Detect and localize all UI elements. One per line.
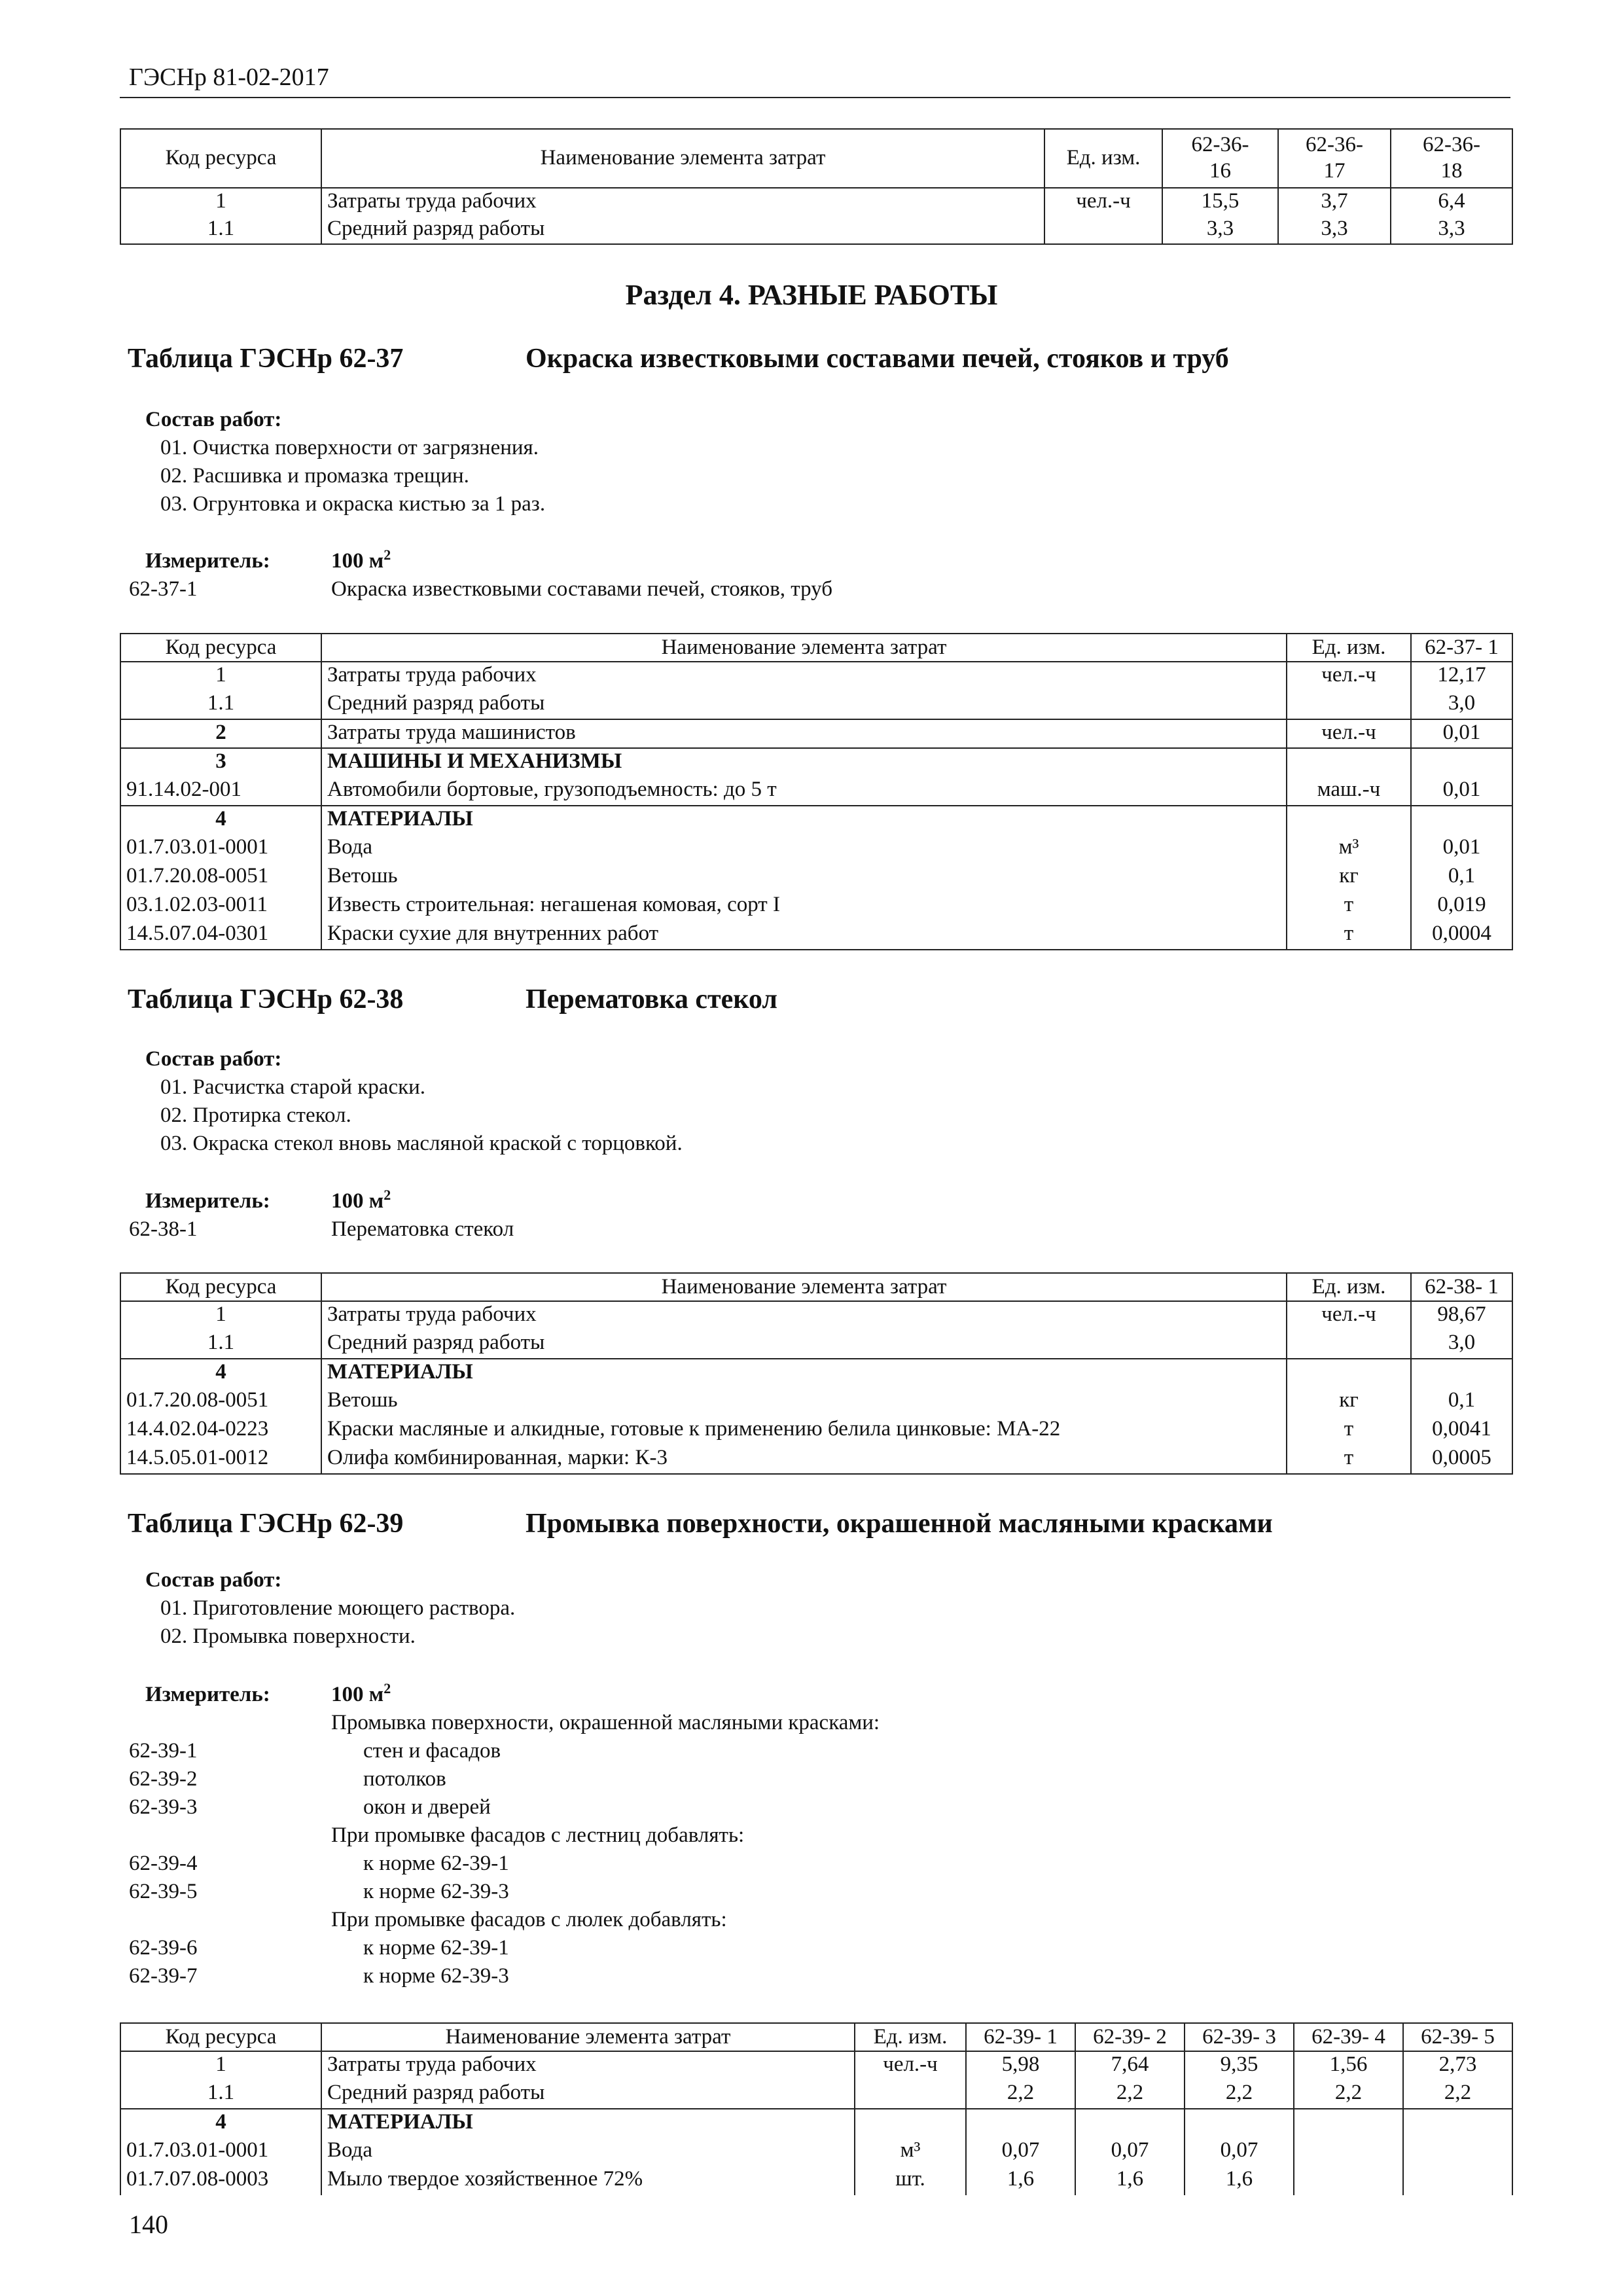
norm-name: Окраска известковыми составами печей, стояков, труб	[331, 577, 833, 601]
table-row: 01.7.03.01-0001 Вода м³ 0,01	[120, 834, 1512, 863]
norm-code: 62-39-2	[129, 1767, 198, 1791]
work-step: 01. Очистка поверхности от загрязнения.	[160, 436, 539, 459]
table-62-37	[120, 633, 1513, 950]
table-group-row: 3 МАШИНЫ И МЕХАНИЗМЫ	[120, 748, 1512, 777]
norm-name: окон и дверей	[363, 1795, 491, 1819]
norm-group-heading: При промывке фасадов с лестниц добавлять:	[331, 1823, 745, 1847]
norm-name: к норме 62-39-3	[363, 1880, 509, 1903]
table-row: 01.7.03.01-0001 Вода м³ 0,07 0,07 0,07	[120, 2138, 1512, 2166]
measure-label: Измеритель:	[145, 1189, 270, 1213]
table-label: Таблица ГЭСНр 62-38	[128, 984, 404, 1014]
norm-group-heading: Промывка поверхности, окрашенной масляными красками:	[331, 1711, 880, 1734]
norm-code: 62-39-7	[129, 1964, 198, 1988]
norm-code: 62-39-1	[129, 1739, 198, 1763]
table-row: 01.7.20.08-0051 Ветошь кг 0,1	[120, 863, 1512, 892]
table-row: 14.5.07.04-0301 Краски сухие для внутренних работ т 0,0004	[120, 921, 1512, 950]
table-row: 14.4.02.04-0223 Краски масляные и алкидные, готовые к применению белила цинковые: МА-22 т 0,0041	[120, 1416, 1512, 1445]
norm-name: Перематовка стекол	[331, 1217, 514, 1241]
norm-name: к норме 62-39-1	[363, 1936, 509, 1960]
table-group-row: 4 МАТЕРИАЛЫ	[120, 806, 1512, 834]
table-row: 1 Затраты труда рабочих чел.-ч 5,98 7,64 9,35 1,56 2,73	[120, 2051, 1512, 2080]
table-62-36-continuation	[120, 128, 1513, 245]
table-row: 01.7.20.08-0051 Ветошь кг 0,1	[120, 1388, 1512, 1416]
composition-label: Состав работ:	[145, 1047, 282, 1071]
table-row: 1.1 Средний разряд работы 3,3 3,3 3,3	[120, 216, 1512, 244]
header-rule	[120, 97, 1510, 98]
table-label: Таблица ГЭСНр 62-39	[128, 1509, 404, 1539]
table-row: 91.14.02-001 Автомобили бортовые, грузоподъемность: до 5 т маш.-ч 0,01	[120, 777, 1512, 806]
table-row: 14.5.05.01-0012 Олифа комбинированная, марки: К-3 т 0,0005	[120, 1445, 1512, 1474]
measure-label: Измеритель:	[145, 549, 270, 573]
work-step: 03. Огрунтовка и окраска кистью за 1 раз.	[160, 492, 546, 516]
table-62-39	[120, 2022, 1513, 2195]
table-row: 1 Затраты труда рабочих чел.-ч 15,5 3,7 6,4	[120, 188, 1512, 216]
norm-name: потолков	[363, 1767, 446, 1791]
table-header-row: Код ресурса Наименование элемента затрат Ед. изм. 62-37- 1	[120, 634, 1512, 662]
work-step: 02. Промывка поверхности.	[160, 1624, 416, 1648]
measure-label: Измеритель:	[145, 1683, 270, 1706]
work-step: 03. Окраска стекол вновь масляной краской с торцовкой.	[160, 1132, 683, 1155]
header-unit: Ед. изм.	[1044, 129, 1162, 188]
header-norm: 62-36- 16	[1162, 129, 1278, 188]
measure-value: 100 $м^2$	[331, 1187, 391, 1213]
norm-code: 62-39-6	[129, 1936, 198, 1960]
header-code: Код ресурса	[120, 129, 321, 188]
measure-value: 100 $м^2$	[331, 1680, 391, 1706]
table-row: 03.1.02.03-0011 Известь строительная: негашеная комовая, сорт I т 0,019	[120, 892, 1512, 921]
norm-name: к норме 62-39-3	[363, 1964, 509, 1988]
composition-label: Состав работ:	[145, 1568, 282, 1592]
table-row: 1.1 Средний разряд работы 2,2 2,2 2,2 2,2 2,2	[120, 2080, 1512, 2109]
table-header-row	[120, 129, 1512, 188]
table-title: Перематовка стекол	[526, 984, 777, 1014]
norm-name: к норме 62-39-1	[363, 1852, 509, 1875]
header-norm: 62-36- 18	[1391, 129, 1512, 188]
work-step: 01. Расчистка старой краски.	[160, 1075, 426, 1099]
table-row: 01.7.07.08-0003 Мыло твердое хозяйственное 72% шт. 1,6 1,6 1,6	[120, 2166, 1512, 2195]
norm-code: 62-39-3	[129, 1795, 198, 1819]
norm-code: 62-38-1	[129, 1217, 198, 1241]
table-row: 1 Затраты труда рабочих чел.-ч 98,67	[120, 1301, 1512, 1330]
composition-label: Состав работ:	[145, 408, 282, 431]
norm-group-heading: При промывке фасадов с люлек добавлять:	[331, 1908, 727, 1931]
table-row: 1.1 Средний разряд работы 3,0	[120, 1330, 1512, 1359]
table-row: 1.1 Средний разряд работы 3,0	[120, 691, 1512, 719]
norm-code: 62-39-5	[129, 1880, 198, 1903]
norm-name: стен и фасадов	[363, 1739, 501, 1763]
norm-code: 62-39-4	[129, 1852, 198, 1875]
measure-value: 100 $м^2$	[331, 547, 391, 573]
table-header-row: Код ресурса Наименование элемента затрат Ед. изм. 62-39- 1 62-39- 2 62-39- 3 62-39- 4 62-39- 5	[120, 2023, 1512, 2051]
table-62-38	[120, 1272, 1513, 1475]
work-step: 02. Протирка стекол.	[160, 1103, 351, 1127]
norm-code: 62-37-1	[129, 577, 198, 601]
table-label: Таблица ГЭСНр 62-37	[128, 344, 404, 374]
work-step: 02. Расшивка и промазка трещин.	[160, 464, 469, 488]
document-code-header: ГЭСНр 81-02-2017	[129, 63, 329, 91]
section-title: Раздел 4. РАЗНЫЕ РАБОТЫ	[625, 279, 998, 311]
table-row: 2 Затраты труда машинистов чел.-ч 0,01	[120, 719, 1512, 748]
header-name: Наименование элемента затрат	[321, 129, 1044, 188]
table-group-row: 4 МАТЕРИАЛЫ	[120, 2109, 1512, 2138]
table-title: Промывка поверхности, окрашенной масляными красками	[526, 1509, 1273, 1539]
page-number: 140	[129, 2210, 168, 2239]
table-row: 1 Затраты труда рабочих чел.-ч 12,17	[120, 662, 1512, 691]
work-step: 01. Приготовление моющего раствора.	[160, 1596, 516, 1620]
header-norm: 62-36- 17	[1278, 129, 1391, 188]
table-title: Окраска известковыми составами печей, стояков и труб	[526, 344, 1229, 374]
table-group-row: 4 МАТЕРИАЛЫ	[120, 1359, 1512, 1388]
table-header-row: Код ресурса Наименование элемента затрат Ед. изм. 62-38- 1	[120, 1273, 1512, 1301]
